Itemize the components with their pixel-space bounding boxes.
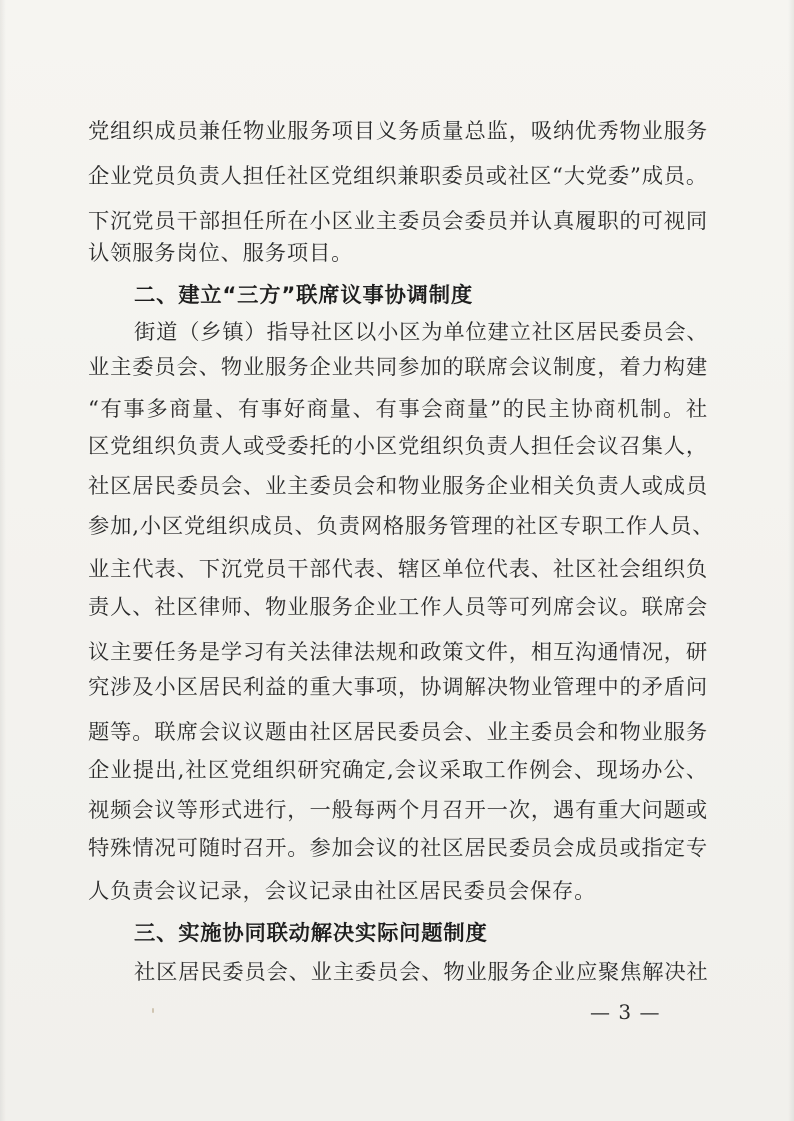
page-number: — 3 — (590, 1000, 661, 1024)
body-line: 认领服务岗位、服务项目。 (88, 241, 354, 266)
scan-edge-left (0, 0, 6, 1121)
body-line: “有事多商量、有事好商量、有事会商量”的民主协商机制。社 (88, 397, 708, 422)
body-line: 题等。联席会议议题由社区居民委员会、业主委员会和物业服务 (88, 720, 708, 745)
body-line: 街道（乡镇）指导社区以小区为单位建立社区居民委员会、 (134, 320, 709, 345)
body-line: 责人、社区律师、物业服务企业工作人员等可列席会议。联席会 (88, 595, 708, 620)
body-line: 下沉党员干部担任所在小区业主委员会委员并认真履职的可视同 (88, 209, 708, 234)
body-line: 党组织成员兼任物业服务项目义务质量总监，吸纳优秀物业服务 (88, 119, 708, 144)
body-line: 议主要任务是学习有关法律法规和政策文件，相互沟通情况，研 (88, 640, 708, 665)
body-line: 业主委员会、物业服务企业共同参加的联席会议制度，着力构建 (88, 355, 708, 380)
body-line: 企业党员负责人担任社区党组织兼职委员或社区“大党委”成员。 (88, 164, 708, 189)
body-line: 人负责会议记录，会议记录由社区居民委员会保存。 (88, 879, 597, 904)
section-heading-3: 三、实施协同联动解决实际问题制度 (134, 921, 488, 946)
body-line: 究涉及小区居民利益的重大事项，协调解决物业管理中的矛盾问 (88, 675, 708, 700)
scan-speck (152, 1008, 154, 1013)
body-line: 参加,小区党组织成员、负责网格服务管理的社区专职工作人员、 (88, 514, 715, 539)
section-heading-2: 二、建立“三方”联席议事协调制度 (134, 283, 473, 308)
body-line: 社区居民委员会、业主委员会和物业服务企业相关负责人或成员 (88, 474, 708, 499)
body-line: 企业提出,社区党组织研究确定,会议采取工作例会、现场办公、 (88, 758, 708, 783)
body-line: 社区居民委员会、业主委员会、物业服务企业应聚焦解决社 (134, 960, 709, 985)
body-line: 区党组织负责人或受委托的小区党组织负责人担任会议召集人， (88, 434, 708, 459)
scan-edge-right (788, 0, 794, 1121)
body-line: 视频会议等形式进行，一般每两个月召开一次，遇有重大问题或 (88, 798, 708, 823)
body-line: 业主代表、下沉党员干部代表、辖区单位代表、社区社会组织负 (88, 557, 708, 582)
body-line: 特殊情况可随时召开。参加会议的社区居民委员会成员或指定专 (88, 836, 708, 861)
